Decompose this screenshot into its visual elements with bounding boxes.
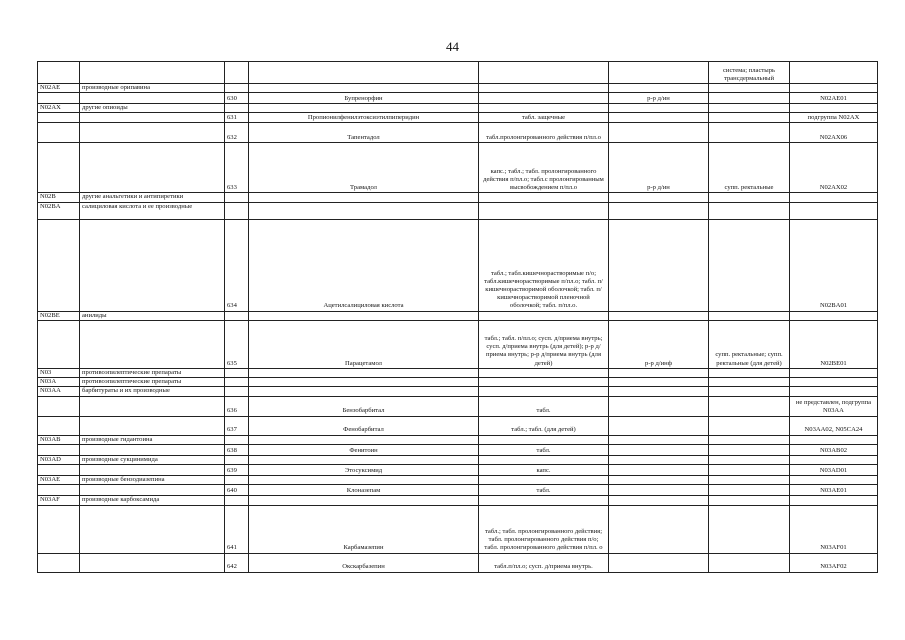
atc-group-name (80, 113, 225, 123)
atc-group-code: N03AF (38, 496, 80, 505)
other-form (709, 202, 790, 219)
row-number (225, 387, 249, 396)
atc-group-code (38, 505, 80, 553)
atc-code: N02BA01 (790, 219, 878, 311)
group-row (38, 435, 878, 444)
atc-group-code (38, 465, 80, 476)
row-number: 641 (225, 505, 249, 553)
injection-form (609, 193, 709, 202)
dosage-form (479, 455, 609, 464)
other-form (709, 553, 790, 572)
dosage-form: табл.п/пл.о; сусп. д/приема внутрь. (479, 553, 609, 572)
drug-name: Клоназепам (249, 485, 479, 496)
row-number: 638 (225, 444, 249, 455)
atc-group-name (80, 485, 225, 496)
drug-name (249, 84, 479, 93)
drug-name: Бензобарбитал (249, 396, 479, 416)
group-row (38, 476, 878, 485)
atc-group-name (80, 444, 225, 455)
atc-code (790, 435, 878, 444)
atc-code (790, 476, 878, 485)
drug-row (38, 505, 878, 553)
other-form (709, 368, 790, 377)
drug-row (38, 416, 878, 435)
atc-code: N03AD01 (790, 465, 878, 476)
atc-group-name: производные сукцинимида (80, 455, 225, 464)
atc-group-code: N03AA (38, 387, 80, 396)
atc-group-name (80, 465, 225, 476)
injection-form (609, 396, 709, 416)
other-form (709, 104, 790, 113)
atc-group-name: барбитураты и их производные (80, 387, 225, 396)
injection-form: р-р д/ин (609, 93, 709, 104)
other-form (709, 455, 790, 464)
atc-group-code (38, 396, 80, 416)
atc-code: N03AE01 (790, 485, 878, 496)
drug-row (38, 123, 878, 143)
drug-name (249, 368, 479, 377)
drug-name: Фенобарбитал (249, 416, 479, 435)
other-form (709, 496, 790, 505)
atc-code: не представлен, подгруппа N03AA (790, 396, 878, 416)
row-number (225, 368, 249, 377)
row-number: 632 (225, 123, 249, 143)
other-form: супп. ректальные (709, 143, 790, 193)
group-row (38, 455, 878, 464)
injection-form (609, 387, 709, 396)
atc-group-name: другие анальгетики и антипиретики (80, 193, 225, 202)
injection-form: р-р д/инф (609, 320, 709, 368)
atc-code: N02AX06 (790, 123, 878, 143)
row-number (225, 455, 249, 464)
atc-group-name (80, 320, 225, 368)
drug-row (38, 62, 878, 84)
row-number: 631 (225, 113, 249, 123)
injection-form (609, 485, 709, 496)
atc-group-name (80, 93, 225, 104)
dosage-form (479, 84, 609, 93)
row-number (225, 104, 249, 113)
drug-row (38, 113, 878, 123)
atc-code (790, 496, 878, 505)
atc-group-code (38, 320, 80, 368)
drug-name (249, 378, 479, 387)
drug-row (38, 143, 878, 193)
atc-code (790, 311, 878, 320)
dosage-form (479, 193, 609, 202)
atc-group-name: производные карбоксамида (80, 496, 225, 505)
dosage-form: капс.; табл.; табл. пролонгированного действия п/пл.о; табл.с пролонгированным высвобождением п/пл.о (479, 143, 609, 193)
group-row (38, 193, 878, 202)
row-number (225, 311, 249, 320)
other-form (709, 435, 790, 444)
dosage-form (479, 378, 609, 387)
atc-group-name: противоэпилептические препараты (80, 368, 225, 377)
drug-name: Бупренорфин (249, 93, 479, 104)
drug-row (38, 485, 878, 496)
row-number: 636 (225, 396, 249, 416)
atc-group-name: противоэпилептические препараты (80, 378, 225, 387)
other-form: супп. ректальные; супп. ректальные (для детей) (709, 320, 790, 368)
atc-code (790, 455, 878, 464)
page-number: 44 (446, 39, 459, 54)
dosage-form: табл.; табл. п/пл.о; сусп. д/приема внутрь; сусп. д/приема внутрь (для детей); р-р д/приема внутрь; р-р д/приема внутрь (для детей) (479, 320, 609, 368)
atc-group-name (80, 553, 225, 572)
atc-group-code (38, 219, 80, 311)
drug-name: Окскарбазепин (249, 553, 479, 572)
other-form (709, 311, 790, 320)
atc-group-name: другие опиоиды (80, 104, 225, 113)
dosage-form (479, 202, 609, 219)
dosage-form: табл. (479, 444, 609, 455)
injection-form: р-р д/ин (609, 143, 709, 193)
injection-form (609, 505, 709, 553)
atc-code: N03AB02 (790, 444, 878, 455)
drug-row (38, 396, 878, 416)
injection-form (609, 476, 709, 485)
other-form (709, 396, 790, 416)
injection-form (609, 368, 709, 377)
drug-row (38, 93, 878, 104)
atc-code (790, 202, 878, 219)
other-form (709, 123, 790, 143)
atc-group-code: N02BA (38, 202, 80, 219)
row-number (225, 378, 249, 387)
atc-group-code (38, 553, 80, 572)
atc-group-name (80, 219, 225, 311)
row-number: 642 (225, 553, 249, 572)
atc-group-code (38, 93, 80, 104)
other-form (709, 378, 790, 387)
atc-group-name: производные орипавина (80, 84, 225, 93)
dosage-form: табл. (479, 396, 609, 416)
group-row (38, 84, 878, 93)
drug-name: Ацетилсалициловая кислота (249, 219, 479, 311)
dosage-form: табл.пролонгированного действия п/пл.о (479, 123, 609, 143)
drug-row (38, 320, 878, 368)
atc-group-code: N03 (38, 368, 80, 377)
atc-group-name: производные гидантоина (80, 435, 225, 444)
atc-code (790, 62, 878, 84)
row-number (225, 496, 249, 505)
injection-form (609, 455, 709, 464)
group-row (38, 387, 878, 396)
drug-list-table (37, 61, 878, 573)
row-number: 630 (225, 93, 249, 104)
atc-code: N02AE01 (790, 93, 878, 104)
row-number (225, 193, 249, 202)
atc-code (790, 387, 878, 396)
drug-row (38, 444, 878, 455)
dosage-form (479, 104, 609, 113)
other-form (709, 387, 790, 396)
injection-form (609, 444, 709, 455)
dosage-form: табл.; табл.кишечнорастворимые п/о; табл.кишечнорастворимые п/пл.о; табл. п/кишечнорастворимой оболочкой; табл. п/кишечнорастворимой пленочной оболочкой; табл. п/пл.о. (479, 219, 609, 311)
drug-name: Фенитоин (249, 444, 479, 455)
atc-group-name: салициловая кислота и ее производные (80, 202, 225, 219)
other-form (709, 93, 790, 104)
injection-form (609, 219, 709, 311)
drug-name: Карбамазепин (249, 505, 479, 553)
atc-code: N03AA02, N05CA24 (790, 416, 878, 435)
injection-form (609, 553, 709, 572)
atc-code: N03AF01 (790, 505, 878, 553)
atc-group-code: N02B (38, 193, 80, 202)
drug-name (249, 387, 479, 396)
group-row (38, 104, 878, 113)
injection-form (609, 378, 709, 387)
group-row (38, 202, 878, 219)
other-form: система; пластырь трансдермальный (709, 62, 790, 84)
atc-group-code (38, 113, 80, 123)
dosage-form: табл. защечные (479, 113, 609, 123)
drug-name: Этосуксимид (249, 465, 479, 476)
drug-name (249, 476, 479, 485)
injection-form (609, 202, 709, 219)
atc-group-code: N03A (38, 378, 80, 387)
atc-group-code: N03AD (38, 455, 80, 464)
other-form (709, 84, 790, 93)
row-number (225, 62, 249, 84)
atc-group-code: N03AB (38, 435, 80, 444)
row-number: 635 (225, 320, 249, 368)
atc-group-code: N02BE (38, 311, 80, 320)
drug-name (249, 311, 479, 320)
atc-group-name (80, 143, 225, 193)
row-number: 639 (225, 465, 249, 476)
atc-group-code (38, 444, 80, 455)
group-row (38, 496, 878, 505)
injection-form (609, 496, 709, 505)
injection-form (609, 123, 709, 143)
atc-code (790, 84, 878, 93)
atc-group-name (80, 123, 225, 143)
other-form (709, 476, 790, 485)
atc-code (790, 104, 878, 113)
injection-form (609, 435, 709, 444)
atc-group-code (38, 62, 80, 84)
group-row (38, 368, 878, 377)
atc-group-name: производные бензодиазепина (80, 476, 225, 485)
other-form (709, 444, 790, 455)
injection-form (609, 62, 709, 84)
row-number: 640 (225, 485, 249, 496)
other-form (709, 416, 790, 435)
atc-group-code (38, 416, 80, 435)
other-form (709, 193, 790, 202)
atc-code: N02BE01 (790, 320, 878, 368)
group-row (38, 311, 878, 320)
dosage-form (479, 435, 609, 444)
atc-code (790, 193, 878, 202)
dosage-form (479, 476, 609, 485)
injection-form (609, 84, 709, 93)
atc-group-code (38, 123, 80, 143)
atc-group-name (80, 505, 225, 553)
other-form (709, 505, 790, 553)
atc-group-code (38, 485, 80, 496)
row-number (225, 84, 249, 93)
row-number: 633 (225, 143, 249, 193)
drug-name (249, 435, 479, 444)
row-number (225, 435, 249, 444)
drug-name (249, 193, 479, 202)
drug-name: Тапентадол (249, 123, 479, 143)
dosage-form: табл.; табл. (для детей) (479, 416, 609, 435)
drug-name: Парацетамол (249, 320, 479, 368)
drug-name (249, 104, 479, 113)
other-form (709, 113, 790, 123)
injection-form (609, 113, 709, 123)
drug-name (249, 496, 479, 505)
group-row (38, 378, 878, 387)
dosage-form: табл.; табл. пролонгированного действия; табл. пролонгированного действия п/о; табл. пролонгированного действия п/пл. о (479, 505, 609, 553)
dosage-form: капс. (479, 465, 609, 476)
drug-name (249, 202, 479, 219)
other-form (709, 465, 790, 476)
dosage-form: табл. (479, 485, 609, 496)
dosage-form (479, 311, 609, 320)
row-number (225, 202, 249, 219)
row-number: 637 (225, 416, 249, 435)
atc-code: N03AF02 (790, 553, 878, 572)
atc-group-code: N03AE (38, 476, 80, 485)
drug-name: Пропионилфенилэтоксиэтилпиперидин (249, 113, 479, 123)
other-form (709, 485, 790, 496)
atc-code: подгруппа N02AX (790, 113, 878, 123)
atc-code (790, 368, 878, 377)
dosage-form (479, 496, 609, 505)
atc-group-name: анилиды (80, 311, 225, 320)
dosage-form (479, 93, 609, 104)
row-number (225, 476, 249, 485)
atc-code: N02AX02 (790, 143, 878, 193)
dosage-form (479, 62, 609, 84)
drug-name (249, 62, 479, 84)
drug-name: Трамадол (249, 143, 479, 193)
injection-form (609, 104, 709, 113)
drug-name (249, 455, 479, 464)
injection-form (609, 311, 709, 320)
atc-group-code: N02AE (38, 84, 80, 93)
atc-group-code (38, 143, 80, 193)
atc-group-code: N02AX (38, 104, 80, 113)
atc-group-name (80, 396, 225, 416)
atc-code (790, 378, 878, 387)
dosage-form (479, 387, 609, 396)
drug-row (38, 219, 878, 311)
dosage-form (479, 368, 609, 377)
other-form (709, 219, 790, 311)
drug-row (38, 553, 878, 572)
drug-row (38, 465, 878, 476)
injection-form (609, 465, 709, 476)
injection-form (609, 416, 709, 435)
row-number: 634 (225, 219, 249, 311)
atc-group-name (80, 62, 225, 84)
atc-group-name (80, 416, 225, 435)
